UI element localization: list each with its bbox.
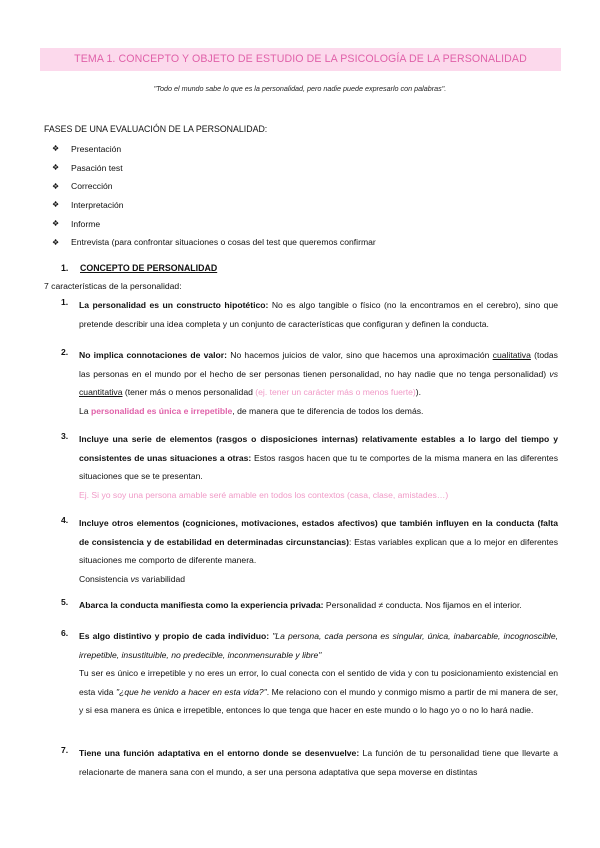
title-banner <box>40 48 561 71</box>
diamond-bullet-icon: ❖ <box>52 219 60 229</box>
list-item: ❖ Interpretación <box>52 199 124 210</box>
characteristic-item-5: 5. Abarca la conducta manifiesta como la experiencia privada: Personalidad ≠ conducta. Nos fijamos en el interior. <box>61 596 558 615</box>
diamond-bullet-icon: ❖ <box>52 237 60 247</box>
list-item: ❖ Presentación <box>52 143 122 154</box>
characteristic-item-1: 1. La personalidad es un constructo hipotético: No es algo tangible o físico (no la encontramos en el cerebro), sino que pretende describir una idea completa y un conjunto de características que configuran y definen la conducta. <box>61 296 558 333</box>
item-text: Abarca la conducta manifiesta como la experiencia privada: Personalidad ≠ conducta. Nos fijamos en el interior. <box>79 600 522 610</box>
list-item: ❖ Corrección <box>52 181 113 192</box>
section-heading: 1. CONCEPTO DE PERSONALIDAD <box>61 263 218 273</box>
characteristic-item-4: 4. Incluye otros elementos (cogniciones, motivaciones, estados afectivos) que también influyen en la conducta (falta de consistencia y de estabilidad en determinadas circunstancias): Estas variables explican que a lo mejor en diferentes situaciones me comporto de diferente manera. Consistencia vs variabilidad <box>61 514 558 588</box>
item-text: Incluye otros elementos (cogniciones, motivaciones, estados afectivos) que también influyen en la conducta (falta de consistencia y de estabilidad en determinadas circunstancias): Estas variables explican que a lo mejor en diferentes situaciones me comporto de diferente manera. Consistencia vs variabilidad <box>79 518 558 584</box>
opening-quote: "Todo el mundo sabe lo que es la personalidad, pero nadie puede expresarlo con palabras". <box>153 84 447 93</box>
item-text: Incluye una serie de elementos (rasgos o disposiciones internas) relativamente estables a lo largo del tiempo y consistentes de unas situaciones a otras: Estos rasgos hacen que tu te comportes de la misma manera en las diferentes situaciones que se te presentan. Ej. Si yo soy una persona amable seré amable en todos los contextos (casa, clase, amistades…) <box>79 434 558 500</box>
item-text: Es algo distintivo y propio de cada individuo: "La persona, cada persona es singular, única, inabarcable, incognoscible, irrepetible, insustituible, no predecible, inconmensurable y libre" Tu ser es único e irrepetible y no eres un error, lo cual conecta con el sentido de vida y con tu posicionamiento existencial en esta vida "¿que he venido a hacer en esta vida?". Me relaciono con el mundo y conmigo mismo a partir de mi manera de ser, y si esa manera es única e irrepetible, entonces lo que tenga que hacer en este mundo o lo hago yo o no lo hará nadie. <box>79 631 558 716</box>
example-text: Ej. Si yo soy una persona amable seré amable en todos los contextos (casa, clase, amistades…) <box>79 489 449 500</box>
item-text: La personalidad es un constructo hipotético: No es algo tangible o físico (no la encontramos en el cerebro), sino que pretende describir una idea completa y un conjunto de características que configuran y definen la conducta. <box>79 300 559 329</box>
diamond-bullet-icon: ❖ <box>52 181 60 191</box>
item-text: Tiene una función adaptativa en el entorno donde se desenvuelve: La función de tu personalidad tiene que llevarte a relacionarte de manera sana con el mundo, a ser una persona adaptativa que sepa moverse en distintas <box>79 748 558 777</box>
diamond-bullet-icon: ❖ <box>52 200 60 210</box>
characteristic-item-7: 7. Tiene una función adaptativa en el entorno donde se desenvuelve: La función de tu personalidad tiene que llevarte a relacionarte de manera sana con el mundo, a ser una persona adaptativa que sepa moverse en distintas <box>61 744 558 781</box>
example-text: (ej. tener un carácter más o menos fuerte) <box>255 387 416 398</box>
characteristic-item-3: 3. Incluye una serie de elementos (rasgos o disposiciones internas) relativamente estables a lo largo del tiempo y consistentes de unas situaciones a otras: Estos rasgos hacen que tu te comportes de la misma manera en las diferentes situaciones que se te presentan. Ej. Si yo soy una persona amable seré amable en todos los contextos (casa, clase, amistades…) <box>61 430 558 504</box>
diamond-bullet-icon: ❖ <box>52 163 60 173</box>
characteristic-item-2: 2. No implica connotaciones de valor: No hacemos juicios de valor, sino que hacemos una aproximación cualitativa (todas las personas en el mundo por el hecho de ser personas tienen personalidad, no hay nadie que no tenga personalidad) vs cuantitativa (tener más o menos personalidad (ej. tener un carácter más o menos fuerte)). La personalidad es única e irrepetible, de manera que te diferencia de todos los demás. <box>61 346 558 420</box>
phases-heading: FASES DE UNA EVALUACIÓN DE LA PERSONALIDAD: <box>44 124 268 134</box>
list-item: ❖ Informe <box>52 218 101 229</box>
list-item: ❖ Pasación test <box>52 162 123 173</box>
diamond-bullet-icon: ❖ <box>52 144 60 154</box>
section-intro: 7 características de la personalidad: <box>44 281 182 291</box>
characteristic-item-6: 6. Es algo distintivo y propio de cada individuo: "La persona, cada persona es singular, única, inabarcable, incognoscible, irrepetible, insustituible, no predecible, inconmensurable y libre" Tu ser es único e irrepetible y no eres un error, lo cual conecta con el sentido de vida y con tu posicionamiento existencial en esta vida "¿que he venido a hacer en esta vida?". Me relaciono con el mundo y conmigo mismo a partir de mi manera de ser, y si esa manera es única e irrepetible, entonces lo que tenga que hacer en este mundo o lo hago yo o no lo hará nadie. <box>61 627 558 720</box>
highlighted-text: personalidad es única e irrepetible <box>90 405 233 416</box>
phases-list <box>52 140 376 252</box>
item-text: No implica connotaciones de valor: No hacemos juicios de valor, sino que hacemos una aproximación cualitativa (todas las personas en el mundo por el hecho de ser personas tienen personalidad, no hay nadie que no tenga personalidad) vs cuantitativa (tener más o menos personalidad (ej. tener un carácter más o menos fuerte)). La personalidad es única e irrepetible, de manera que te diferencia de todos los demás. <box>79 350 558 416</box>
list-item: ❖ Entrevista (para confrontar situaciones o cosas del test que queremos confirmar <box>52 237 376 248</box>
document-title: TEMA 1. CONCEPTO Y OBJETO DE ESTUDIO DE LA PSICOLOGÍA DE LA PERSONALIDAD <box>74 52 527 65</box>
